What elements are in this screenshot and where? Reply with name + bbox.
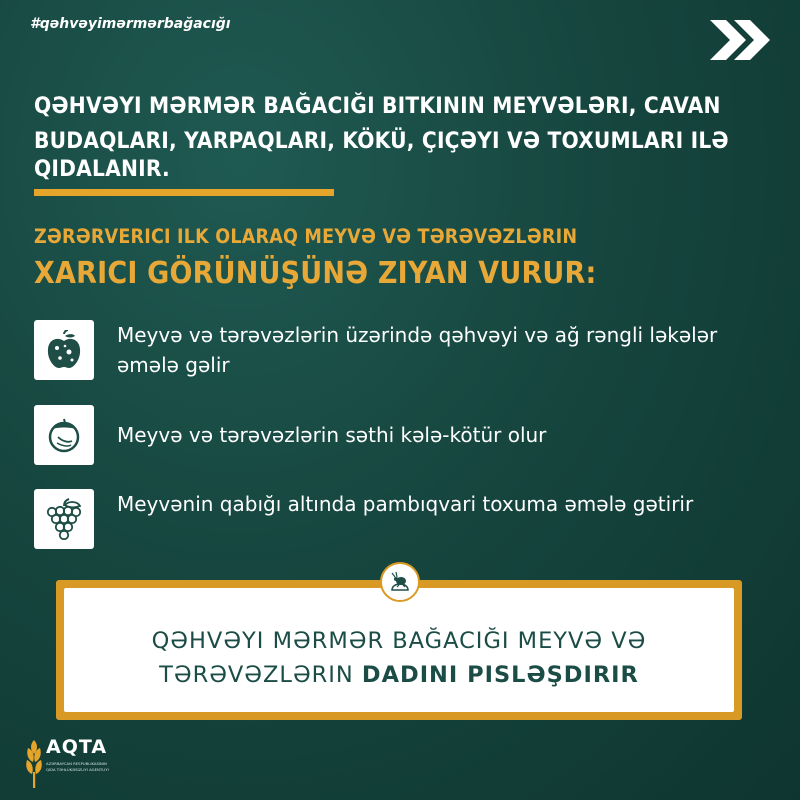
headline bbox=[34, 92, 784, 183]
callout-line-1: QƏHVƏYI MƏRMƏR BAĞACIĞI MEYVƏ VƏ bbox=[151, 628, 647, 654]
headline-line-1: QƏHVƏYI MƏRMƏR BAĞACIĞI BITKININ MEYVƏLƏRI, CAVAN bbox=[34, 93, 721, 119]
icon-box bbox=[34, 320, 94, 380]
divider-bar bbox=[34, 189, 334, 196]
callout-line-2-bold: DADINI PISLƏŞDIRIR bbox=[361, 662, 639, 688]
hazelnut-icon bbox=[44, 415, 84, 455]
callout-line-2-regular: TƏRƏVƏZLƏRIN bbox=[159, 662, 362, 688]
icon-box bbox=[34, 489, 94, 549]
double-chevron-right-icon[interactable] bbox=[708, 18, 774, 62]
logo-subtitle: AZƏRBAYCAN RESPUBLIKASININ QIDA TƏHLÜKƏSIZLIYI AGENTLIYI bbox=[46, 761, 109, 772]
apple-icon bbox=[45, 330, 83, 370]
subheading-line-1: ZƏRƏRVERICI ILK OLARAQ MEYVƏ VƏ TƏRƏVƏZLƏRIN bbox=[34, 225, 578, 248]
hashtag: #qəhvəyimərmərbağacığı bbox=[30, 16, 231, 32]
callout-line-2 bbox=[64, 658, 734, 692]
icon-box bbox=[34, 405, 94, 465]
subheading-line-2: XARICI GÖRÜNÜŞÜNƏ ZIYAN VURUR: bbox=[34, 256, 597, 291]
headline-line-2: BUDAQLARI, YARPAQLARI, KÖKÜ, ÇIÇƏYI VƏ TOXUMLARI ILƏ QIDALANIR. bbox=[34, 128, 729, 182]
grapes-icon bbox=[44, 498, 84, 540]
item-text: Meyvə və tərəvəzlərin üzərində qəhvəyi və ağ rəngli ləkələr əmələ gəlir bbox=[117, 323, 718, 377]
callout-card bbox=[64, 588, 734, 712]
item-text: Meyvə və tərəvəzlərin səthi kələ-kötür olur bbox=[117, 423, 547, 447]
beetle-badge-icon bbox=[380, 562, 420, 602]
item-text: Meyvənin qabığı altında pambıqvari toxuma əmələ gətirir bbox=[117, 492, 694, 516]
logo-name: AQTA bbox=[46, 736, 108, 758]
